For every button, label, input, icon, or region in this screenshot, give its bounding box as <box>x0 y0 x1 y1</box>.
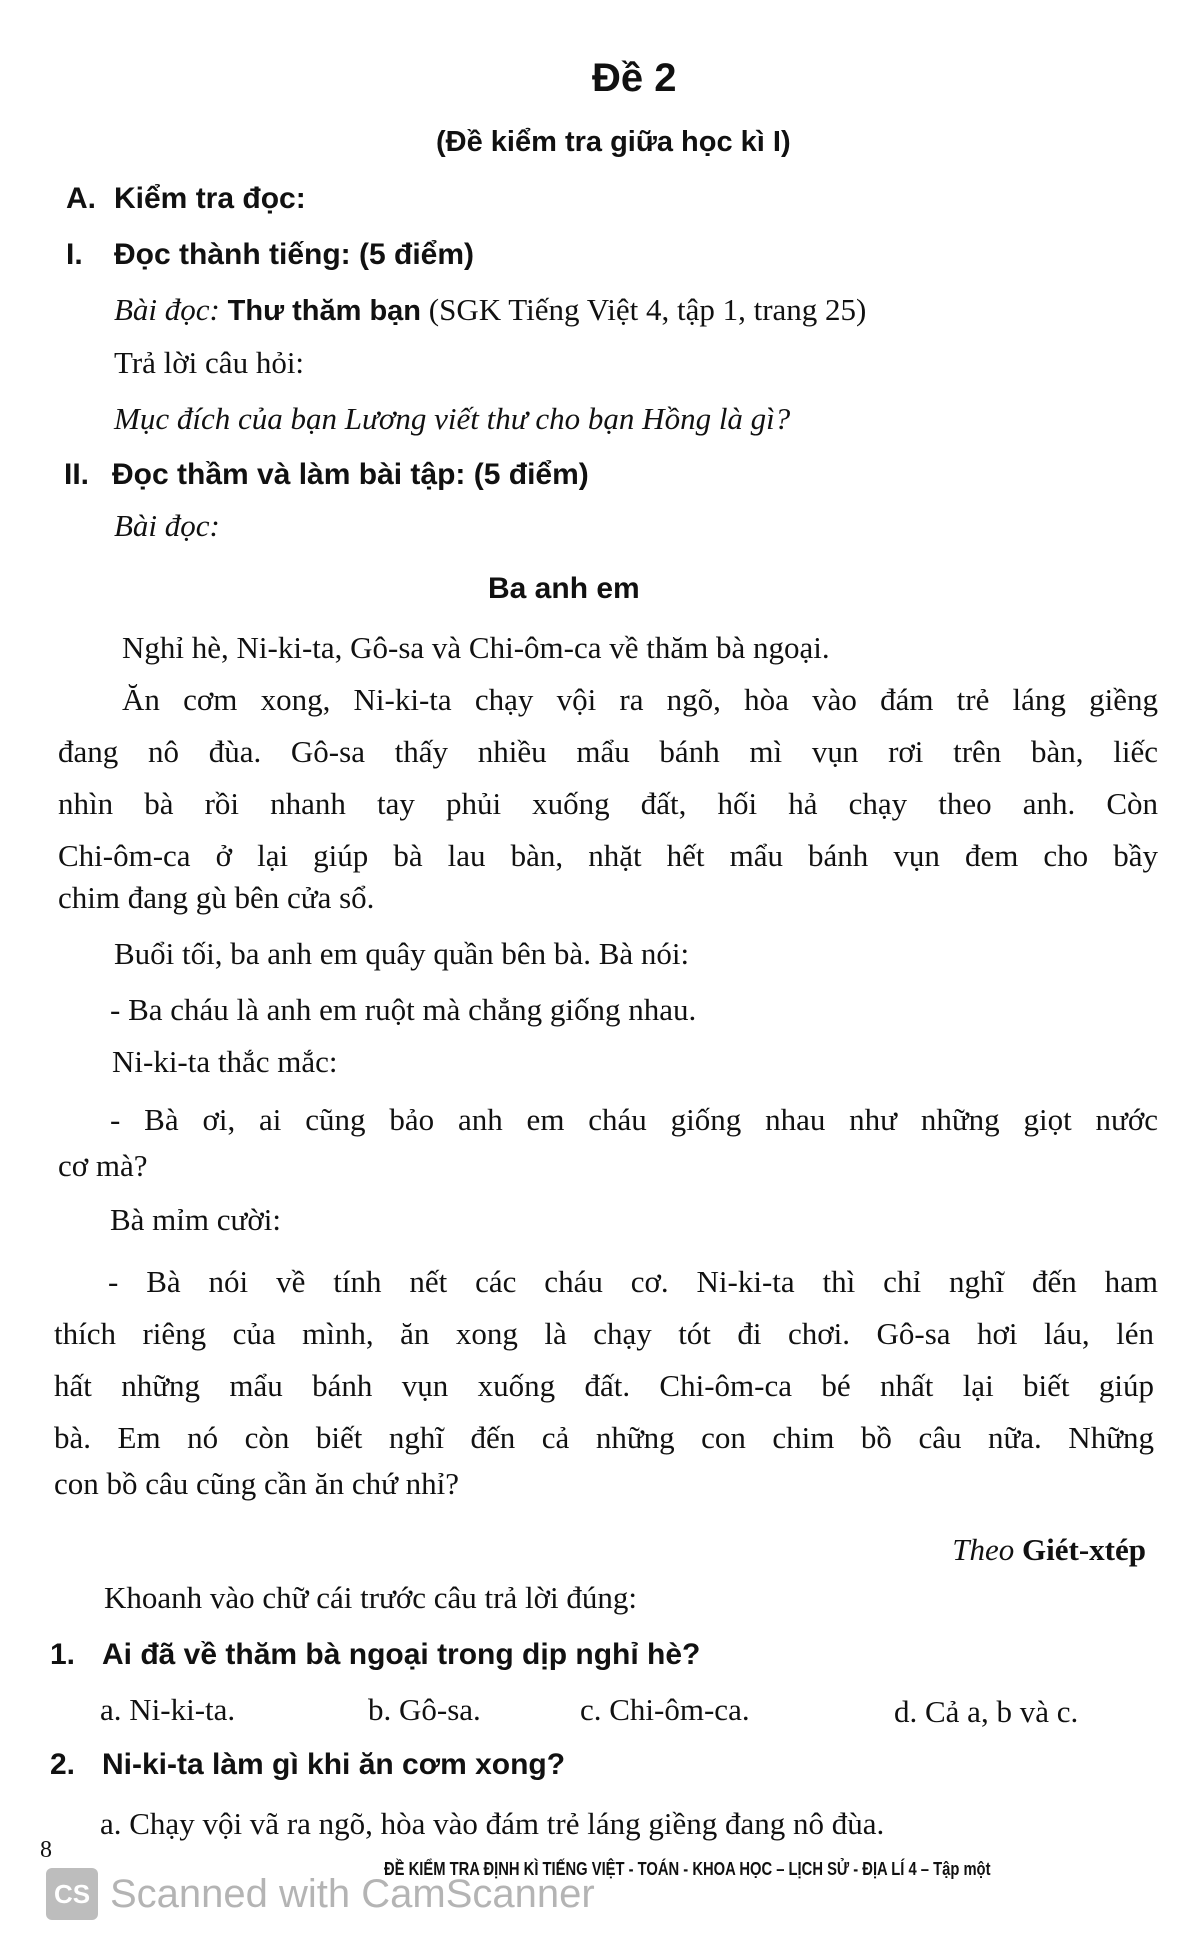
question-1 <box>50 1640 700 1670</box>
story-dialogue: - Bà ơi, ai cũng bảo anh em cháu giống nhau như những giọt nước <box>110 1102 1158 1137</box>
story-line: thích riêng của mình, ăn xong là chạy tót đi chơi. Gô-sa hơi láu, lén <box>54 1316 1154 1351</box>
part-text: Đọc thầm và làm bài tập: (5 điểm) <box>112 458 589 491</box>
camscanner-watermark <box>46 1868 595 1920</box>
section-a-heading <box>66 184 306 214</box>
camscanner-logo-icon: CS <box>46 1868 98 1920</box>
story-line: con bồ câu cũng cần ăn chứ nhỉ? <box>54 1466 459 1501</box>
watermark-text: Scanned with CamScanner <box>110 1871 595 1916</box>
answer-option[interactable]: c. Chi-ôm-ca. <box>580 1692 750 1727</box>
part-text: Đọc thành tiếng: (5 điểm) <box>114 238 474 271</box>
story-dialogue: - Bà nói về tính nết các cháu cơ. Ni-ki-ta thì chỉ nghĩ đến ham <box>108 1264 1158 1299</box>
story-line: hất những mẩu bánh vụn xuống đất. Chi-ôm-ca bé nhất lại biết giúp <box>54 1368 1154 1403</box>
answer-option[interactable]: d. Cả a, b và c. <box>894 1694 1079 1729</box>
page-subtitle: (Đề kiểm tra giữa học kì I) <box>436 126 791 158</box>
story-title: Ba anh em <box>488 572 640 605</box>
story-paragraph: Buổi tối, ba anh em quây quần bên bà. Bà nói: <box>114 936 690 971</box>
answer-option[interactable]: a. Chạy vội vã ra ngõ, hòa vào đám trẻ láng giềng đang nô đùa. <box>100 1806 885 1841</box>
credit-author: Giét-xtép <box>1022 1532 1146 1567</box>
answer-prompt: Trả lời câu hỏi: <box>114 345 305 380</box>
story-line: Ăn cơm xong, Ni-ki-ta chạy vội ra ngõ, hòa vào đám trẻ láng giềng <box>122 682 1158 717</box>
story-line: nhìn bà rồi nhanh tay phủi xuống đất, hối hả chạy theo anh. Còn <box>58 786 1158 821</box>
story-credit <box>952 1534 1146 1565</box>
oral-question: Mục đích của bạn Lương viết thư cho bạn Hồng là gì? <box>114 401 791 436</box>
section-label: A. <box>66 182 96 215</box>
story-line: bà. Em nó còn biết nghĩ đến cả những con chim bồ câu nữa. Những <box>54 1420 1154 1455</box>
story-paragraph: Ni-ki-ta thắc mắc: <box>112 1044 338 1079</box>
story-line: đang nô đùa. Gô-sa thấy nhiều mẩu bánh mì vụn rơi trên bàn, liếc <box>58 734 1158 769</box>
story-paragraph: Nghỉ hè, Ni-ki-ta, Gô-sa và Chi-ôm-ca về thăm bà ngoại. <box>122 630 830 665</box>
answer-option[interactable]: a. Ni-ki-ta. <box>100 1692 236 1727</box>
part-1-heading <box>66 240 474 270</box>
story-line: chim đang gù bên cửa sổ. <box>58 880 375 915</box>
part-label: II. <box>64 458 90 491</box>
question-2 <box>50 1750 565 1780</box>
question-text: Ni-ki-ta làm gì khi ăn cơm xong? <box>102 1748 566 1781</box>
part-2-heading <box>64 460 589 490</box>
page-number: 8 <box>40 1837 52 1863</box>
reading-title: Thư thăm bạn <box>227 295 422 327</box>
story-dialogue: - Ba cháu là anh em ruột mà chẳng giống nhau. <box>110 992 697 1027</box>
reading-prefix: Bài đọc: <box>114 292 220 327</box>
reading-source: (SGK Tiếng Việt 4, tập 1, trang 25) <box>428 292 867 327</box>
question-number: 1. <box>50 1638 76 1671</box>
section-text: Kiểm tra đọc: <box>114 182 306 215</box>
reading-prefix: Bài đọc: <box>114 508 220 543</box>
credit-prefix: Theo <box>952 1532 1015 1567</box>
reading-line <box>114 294 866 326</box>
question-number: 2. <box>50 1748 76 1781</box>
part-label: I. <box>66 238 83 271</box>
page-title: Đề 2 <box>592 56 677 100</box>
story-line: Chi-ôm-ca ở lại giúp bà lau bàn, nhặt hết mẩu bánh vụn đem cho bầy <box>58 838 1158 873</box>
answer-option[interactable]: b. Gô-sa. <box>368 1692 481 1727</box>
page-footer: ĐỀ KIỂM TRA ĐỊNH KÌ TIẾNG VIỆT - TOÁN - KHOA HỌC – LỊCH SỬ - ĐỊA LÍ 4 – Tập một <box>384 1859 991 1879</box>
story-paragraph: Bà mỉm cười: <box>110 1202 281 1237</box>
question-text: Ai đã về thăm bà ngoại trong dịp nghỉ hè? <box>102 1638 701 1671</box>
story-line: cơ mà? <box>58 1148 148 1183</box>
instruction: Khoanh vào chữ cái trước câu trả lời đúng: <box>104 1580 637 1615</box>
